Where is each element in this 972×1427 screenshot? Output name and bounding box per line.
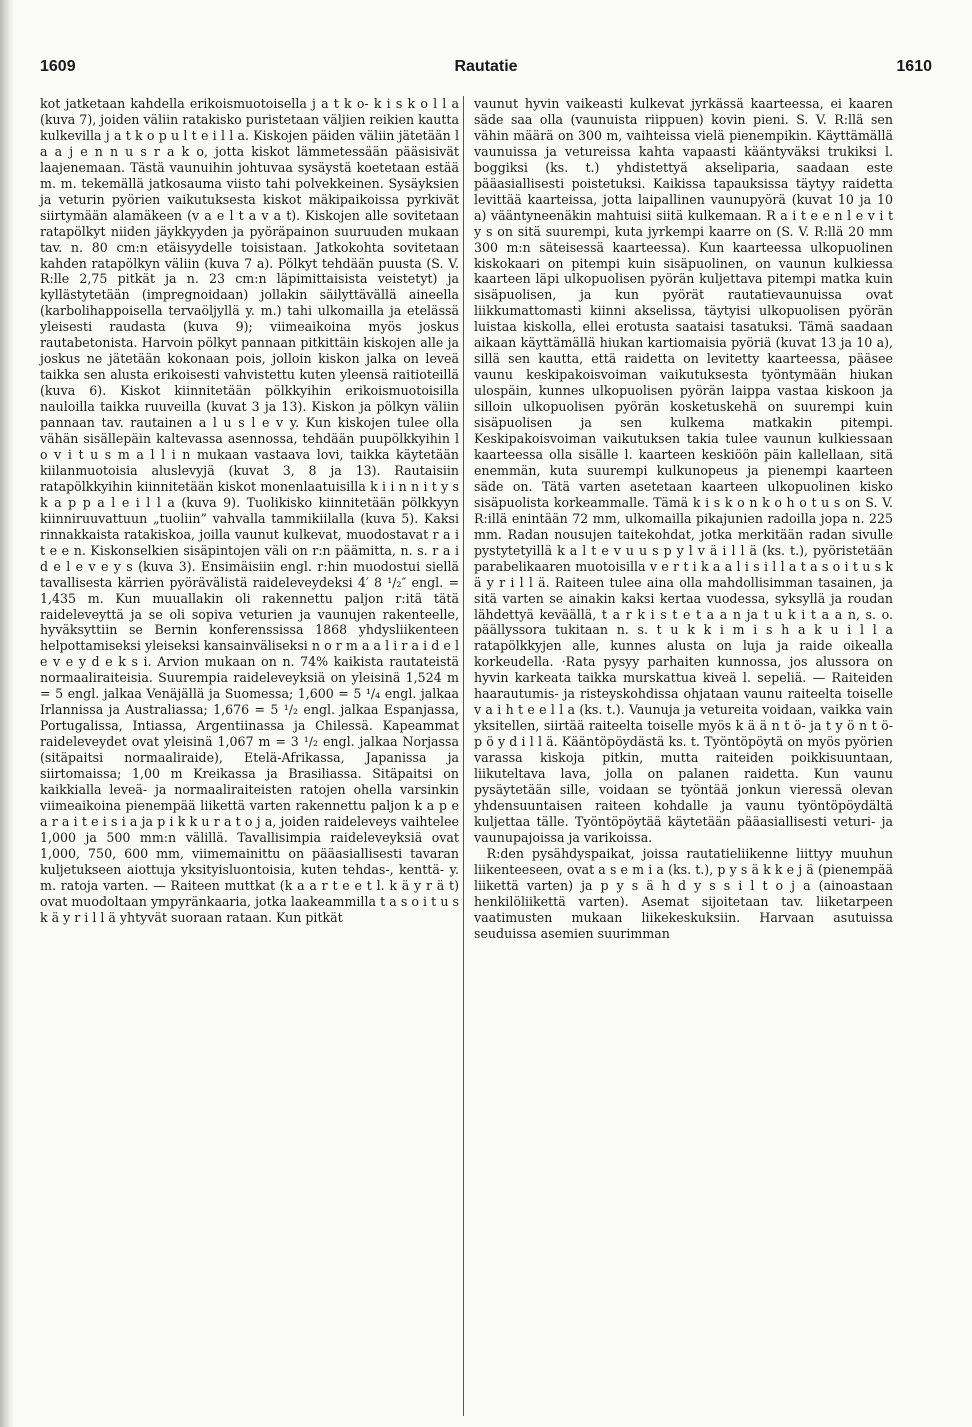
right-paragraph-2: R:den pysähdyspaikat, joissa rautatieliikenne liittyy muuhun liikenteeseen, ovat a s e m i a (ks. t.), p y s ä k k e j ä (pienempää liikettä varten) ja p y s ä h d y s s i l t o j a (ainoastaan henkilöliikettä varten). Asemat sijoitetaan tav. liiketarpeen vaatimusten mukaan liikekeskuksiin. Harvaan asutuissa seuduissa asemien suurimman — [474, 845, 893, 941]
page-header — [0, 58, 972, 88]
right-column — [474, 96, 893, 942]
book-binding-edge — [0, 0, 14, 1427]
column-divider — [463, 96, 464, 1416]
left-column — [40, 96, 459, 926]
page-number-left: 1609 — [40, 58, 76, 75]
running-title: Rautatie — [454, 58, 518, 75]
left-paragraph-1: kot jatketaan kahdella erikoismuotoisella j a t k o- k i s k o l l a (kuva 7), joiden väliin ratakisko puristetaan väljien reikien kautta kulkevilla j a t k o p u l t e i l l a. Kiskojen päiden väliin jätetään l a a j e n n u s r a k o, jotta kiskot lämmetessään pääsisivät laajenemaan. Tästä vaunuihin johtuvaa sysäystä koetetaan estää m. m. tekemällä jatkosauma viisto tahi polvekkeinen. Sysäyksien ja veturin pyörien vaikutuksesta kiskot mäkipaikoissa pyrkivät siirtymään alamäkeen (v a e l t a v a t). Kiskojen alle sovitetaan ratapölkyt niiden jäykkyyden ja pyöräpainon suuruuden mukaan tav. n. 80 cm:n etäisyydelle toisistaan. Jatkokohta sovitetaan kahden ratapölkyn väliin (kuva 7 a). Pölkyt tehdään puusta (S. V. R:lle 2,75 pitkät ja n. 23 cm:n läpimittaisista veistetyt) ja kyllästytetään (impregnoidaan) jollakin säilyttävällä aineella (karbolihappoisella tervaöljyllä y. m.) tahi ulkomailla ja etelässä yleisesti raudasta (kuva 9); viimeaikoina myös joskus rautabetonista. Harvoin pölkyt pannaan pitkittäin kiskojen alle ja joskus ne jätetään kokonaan pois, jolloin kiskon jalka on leveä taikka sen alusta erikoisesti vahvistettu kuten yleensä raitioteillä (kuva 6). Kiskot kiinnitetään pölkkyihin erikoismuotoisilla nauloilla taikka ruuveilla (kuvat 3 ja 13). Kiskon ja pölkyn väliin pannaan tav. rautainen a l u s l e v y. Kun kiskojen tulee olla vähän sisällepäin kaltevassa asennossa, tehdään puupölkkyihin l o v i t u s m a l l i n mukaan vastaava lovi, taikka käytetään kiilanmuotoisia aluslevyjä (kuvat 3, 8 ja 13). Rautaisiin ratapölkkyihin kiinnitetään kiskot monenlaatuisilla k i i n n i t y s k a p p a l e i l l a (kuva 9). Tuolikisko kiinnitetään pölkkyyn kiinniruuvattuun „tuoliin” vahvalla tammikiilalla (kuva 5). Kaksi rinnakkaista ratakiskoa, joilla vaunut kulkevat, muodostavat r a i t e e n. Kiskonselkien sisäpintojen väli on r:n päämitta, n. s. r a i d e l e v e y s (kuva 3). Ensimäisiin engl. r:hin muodostui siellä tavallisesta kärrien pyörävälistä raideleveydeksi 4′ 8 ¹/₂″ engl. = 1,435 m. Kun muuallakin oli rakennettu paljon r:itä tätä raideleveyttä ja se oli sopiva veturien ja vaunujen rakenteelle, hyväksyttiin se Bernin konferenssissa 1868 yhdysliikenteen helpottamiseksi yleiseksi kansainväliseksi n o r m a a l i r a i d e l e v e y d e k s i. Arvion mukaan on n. 74% kaikista rautateistä normaaliraiteisia. Suurempia raideleveyksiä on yleisinä 1,524 m = 5 engl. jalkaa Venäjällä ja Suomessa; 1,600 = 5 ¹/₄ engl. jalkaa Irlannissa ja Australiassa; 1,676 = 5 ¹/₂ engl. jalkaa Espanjassa, Portugalissa, Intiassa, Argentiinassa ja Chilessä. Kapeammat raideleveydet ovat yleisinä 1,067 m = 3 ¹/₂ engl. jalkaa Norjassa (sitäpaitsi normaaliraide), Etelä-Afrikassa, Japanissa ja siirtomaissa; 1,00 m Kreikassa ja Brasiliassa. Sitäpaitsi on kaikkialla leveä- ja normaaliraiteisten ratojen ohella varsinkin viimeaikoina pienempää liikettä varten rakennettu paljon k a p e a r a i t e i s i a ja p i k k u r a t o j a, joiden raideleveys vaihtelee 1,000 ja 500 mm:n välillä. Tavallisimpia raideleveyksiä ovat 1,000, 750, 600 mm, viimemainittu on pääasiallisesti tavaran kuljetukseen aiottuja yksityisluontoisia, kuten tehdas-, kenttä- y. m. ratoja varten. — Raiteen muttkat (k a a r t e e t l. k ä y r ä t) ovat muodoltaan ympyränkaaria, jotka laakeammilla t a s o i t u s k ä y r i l l ä yhtyvät suoraan rataan. Kun pitkät — [40, 96, 459, 925]
page-number-right: 1610 — [896, 58, 932, 75]
right-paragraph-1: vaunut hyvin vaikeasti kulkevat jyrkässä kaarteessa, ei kaaren säde saa olla (vaunuista riippuen) kovin pieni. S. V. R:llä sen vähin määrä on 300 m, vaihteissa vielä pienempikin. Käyttämällä vaunuissa ja vetureissa kahta vapaasti kääntyväksi trukiksi l. boggiksi (ks. t.) yhdistettyä akseliparia, saadaan este pääasiallisesti poistetuksi. Kaikissa tapauksissa täytyy raidetta levittää kaarteissa, jotta laipallinen vaunupyörä (kuvat 10 ja 10 a) vääntyneenäkin mahtuisi siitä kulkemaan. R a i t e e n l e v i t y s on sitä suurempi, kuta jyrkempi kaarre on (S. V. R:llä 20 mm 300 m:n säteisessä kaarteessa). Kun kaarteessa ulkopuolinen kiskokaari on pitempi kuin sisäpuolinen, on vaunun kulkiessa kaarteen läpi ulkopuolisen pyörän kuljettava pitempi matka kuin sisäpuolisen, ja kun pyörät rautatievaunuissa ovat liikkumattomasti kiinni akselissa, täytyisi ulkopuolisen pyörän luistaa kiskolla, ellei erotusta saataisi tasatuksi. Tämä saadaan aikaan käyttämällä hiukan kartiomaisia pyöriä (kuvat 13 ja 10 a), sillä sen kautta, että raidetta on levitetty kaarteessa, pääsee vaunu keskipakoisvoiman vaikutuksesta työntymään hiukan ulospäin, kunnes ulkopuolisen pyörän laippa vastaa kiskoon ja silloin ulkopuolisen pyörän kosketuskehä on suurempi kuin sisäpuolisen ja sen kulkema matkakin pitempi. Keskipakoisvoiman vaikutuksen takia tulee vaunun kulkiessaan kaarteessa olla sisälle l. kaarteen keskiöön päin kallellaan, sitä enemmän, kuta suurempi kulkunopeus ja pienempi kaarteen säde on. Tätä varten asetetaan kaarteen ulkopuolinen kisko sisäpuolista korkeammalle. Tämä k i s k o n k o h o t u s on S. V. R:illä enintään 72 mm, ulkomailla pikajunien radoilla jopa n. 225 mm. Radan nousujen taitekohdat, jotka merkitään radan sivulle pystytetyillä k a l t e v u u s p y l v ä i l l ä (ks. t.), pyöristetään parabelikaaren muotoisilla v e r t i k a a l i s i l l a t a s o i t u s k ä y r i l l ä. Raiteen tulee aina olla mahdollisimman tasainen, ja sitä varten se ainakin kaksi kertaa vuodessa, syksyllä ja roudan lähdettyä keväällä, t a r k i s t e t a a n ja t u k i t a a n, s. o. päällyssora tukitaan n. s. t u k k i m i s h a k u i l l a ratapölkkyjen alle, kunnes alusta on luja ja raide oikealla korkeudella. ·Rata pysyy parhaiten kunnossa, jos alussora on hyvin karkeata taikka murskattua kiveä l. sepeliä. — Raiteiden haarautumis- ja risteyskohdissa ohjataan vaunu raiteelta toiselle v a i h t e e l l a (ks. t.). Vaunuja ja vetureita voidaan, vaikka vain yksitellen, siirtää raiteelta toiselle myös k ä ä n t ö- ja t y ö n t ö- p ö y d i l l ä. Kääntöpöydästä ks. t. Työntöpöytä on myös pyörien varassa kiskoja pitkin, mutta raiteiden poikkisuuntaan, liikuteltava lava, jolla on palanen raidetta. Kun vaunu pysäytetään sille, voidaan se työntää jonkun vieressä olevan yhdensuuntaisen raiteen kohdalle ja vaunu työntöpöydältä kuljettaa tälle. Työntöpöytää käytetään pääasiallisesti veturi- ja vaunupajoissa ja varikoissa. — [474, 96, 893, 845]
